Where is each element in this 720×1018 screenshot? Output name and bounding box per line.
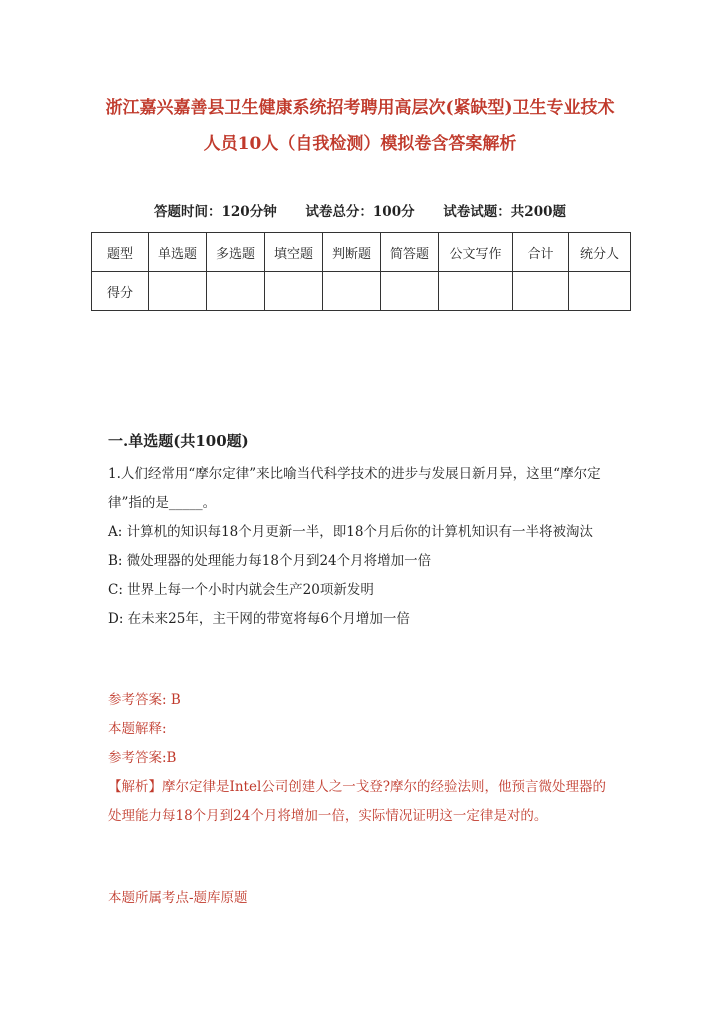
header-cell: 多选题 xyxy=(207,233,265,272)
analysis-text: 【解析】摩尔定律是Intel公司创建人之一戈登?摩尔的经验法则，他预言微处理器的处理能力每18个月到24个月将增加一倍，实际情况证明这一定律是对的。 xyxy=(108,779,606,824)
option-c: C: 世界上每一个小时内就会生产20项新发明 xyxy=(108,582,374,598)
exam-total-score: 试卷总分：100分 xyxy=(305,204,415,220)
header-cell: 判断题 xyxy=(323,233,381,272)
reference-answer-repeat: 参考答案:B xyxy=(108,750,177,766)
score-cell xyxy=(439,272,513,311)
header-cell: 简答题 xyxy=(381,233,439,272)
question-stem: 1.人们经常用“摩尔定律”来比喻当代科学技术的进步与发展日新月异，这里“摩尔定律”指的是_____。 xyxy=(108,466,601,511)
exam-meta xyxy=(0,200,720,220)
score-cell xyxy=(381,272,439,311)
score-table-score-row xyxy=(92,272,631,311)
question-block xyxy=(108,460,618,634)
document-title: 浙江嘉兴嘉善县卫生健康系统招考聘用高层次(紧缺型)卫生专业技术人员10人（自我检测）模拟卷含答案解析 xyxy=(105,98,615,154)
option-a: A: 计算机的知识每18个月更新一半，即18个月后你的计算机知识有一半将被淘汰 xyxy=(108,524,593,540)
score-cell xyxy=(323,272,381,311)
header-cell: 填空题 xyxy=(265,233,323,272)
score-table xyxy=(91,232,631,311)
score-cell xyxy=(513,272,569,311)
score-table-header-row xyxy=(92,233,631,272)
score-cell xyxy=(207,272,265,311)
exam-question-count: 试卷试题：共200题 xyxy=(443,204,566,220)
option-b: B: 微处理器的处理能力每18个月到24个月将增加一倍 xyxy=(108,553,432,569)
explanation-label: 本题解释: xyxy=(108,721,167,737)
row-label: 得分 xyxy=(92,272,149,311)
score-cell xyxy=(569,272,631,311)
header-cell: 题型 xyxy=(92,233,149,272)
score-cell xyxy=(149,272,207,311)
exam-time: 答题时间：120分钟 xyxy=(154,204,277,220)
header-cell: 合计 xyxy=(513,233,569,272)
topic-tag: 本题所属考点-题库原题 xyxy=(108,890,248,906)
section-heading: 一.单选题(共100题) xyxy=(108,432,249,450)
header-cell: 公文写作 xyxy=(439,233,513,272)
answer-block xyxy=(108,686,618,831)
header-cell: 单选题 xyxy=(149,233,207,272)
score-cell xyxy=(265,272,323,311)
header-cell: 统分人 xyxy=(569,233,631,272)
reference-answer: 参考答案: B xyxy=(108,692,181,708)
option-d: D: 在未来25年，主干网的带宽将每6个月增加一倍 xyxy=(108,611,410,627)
